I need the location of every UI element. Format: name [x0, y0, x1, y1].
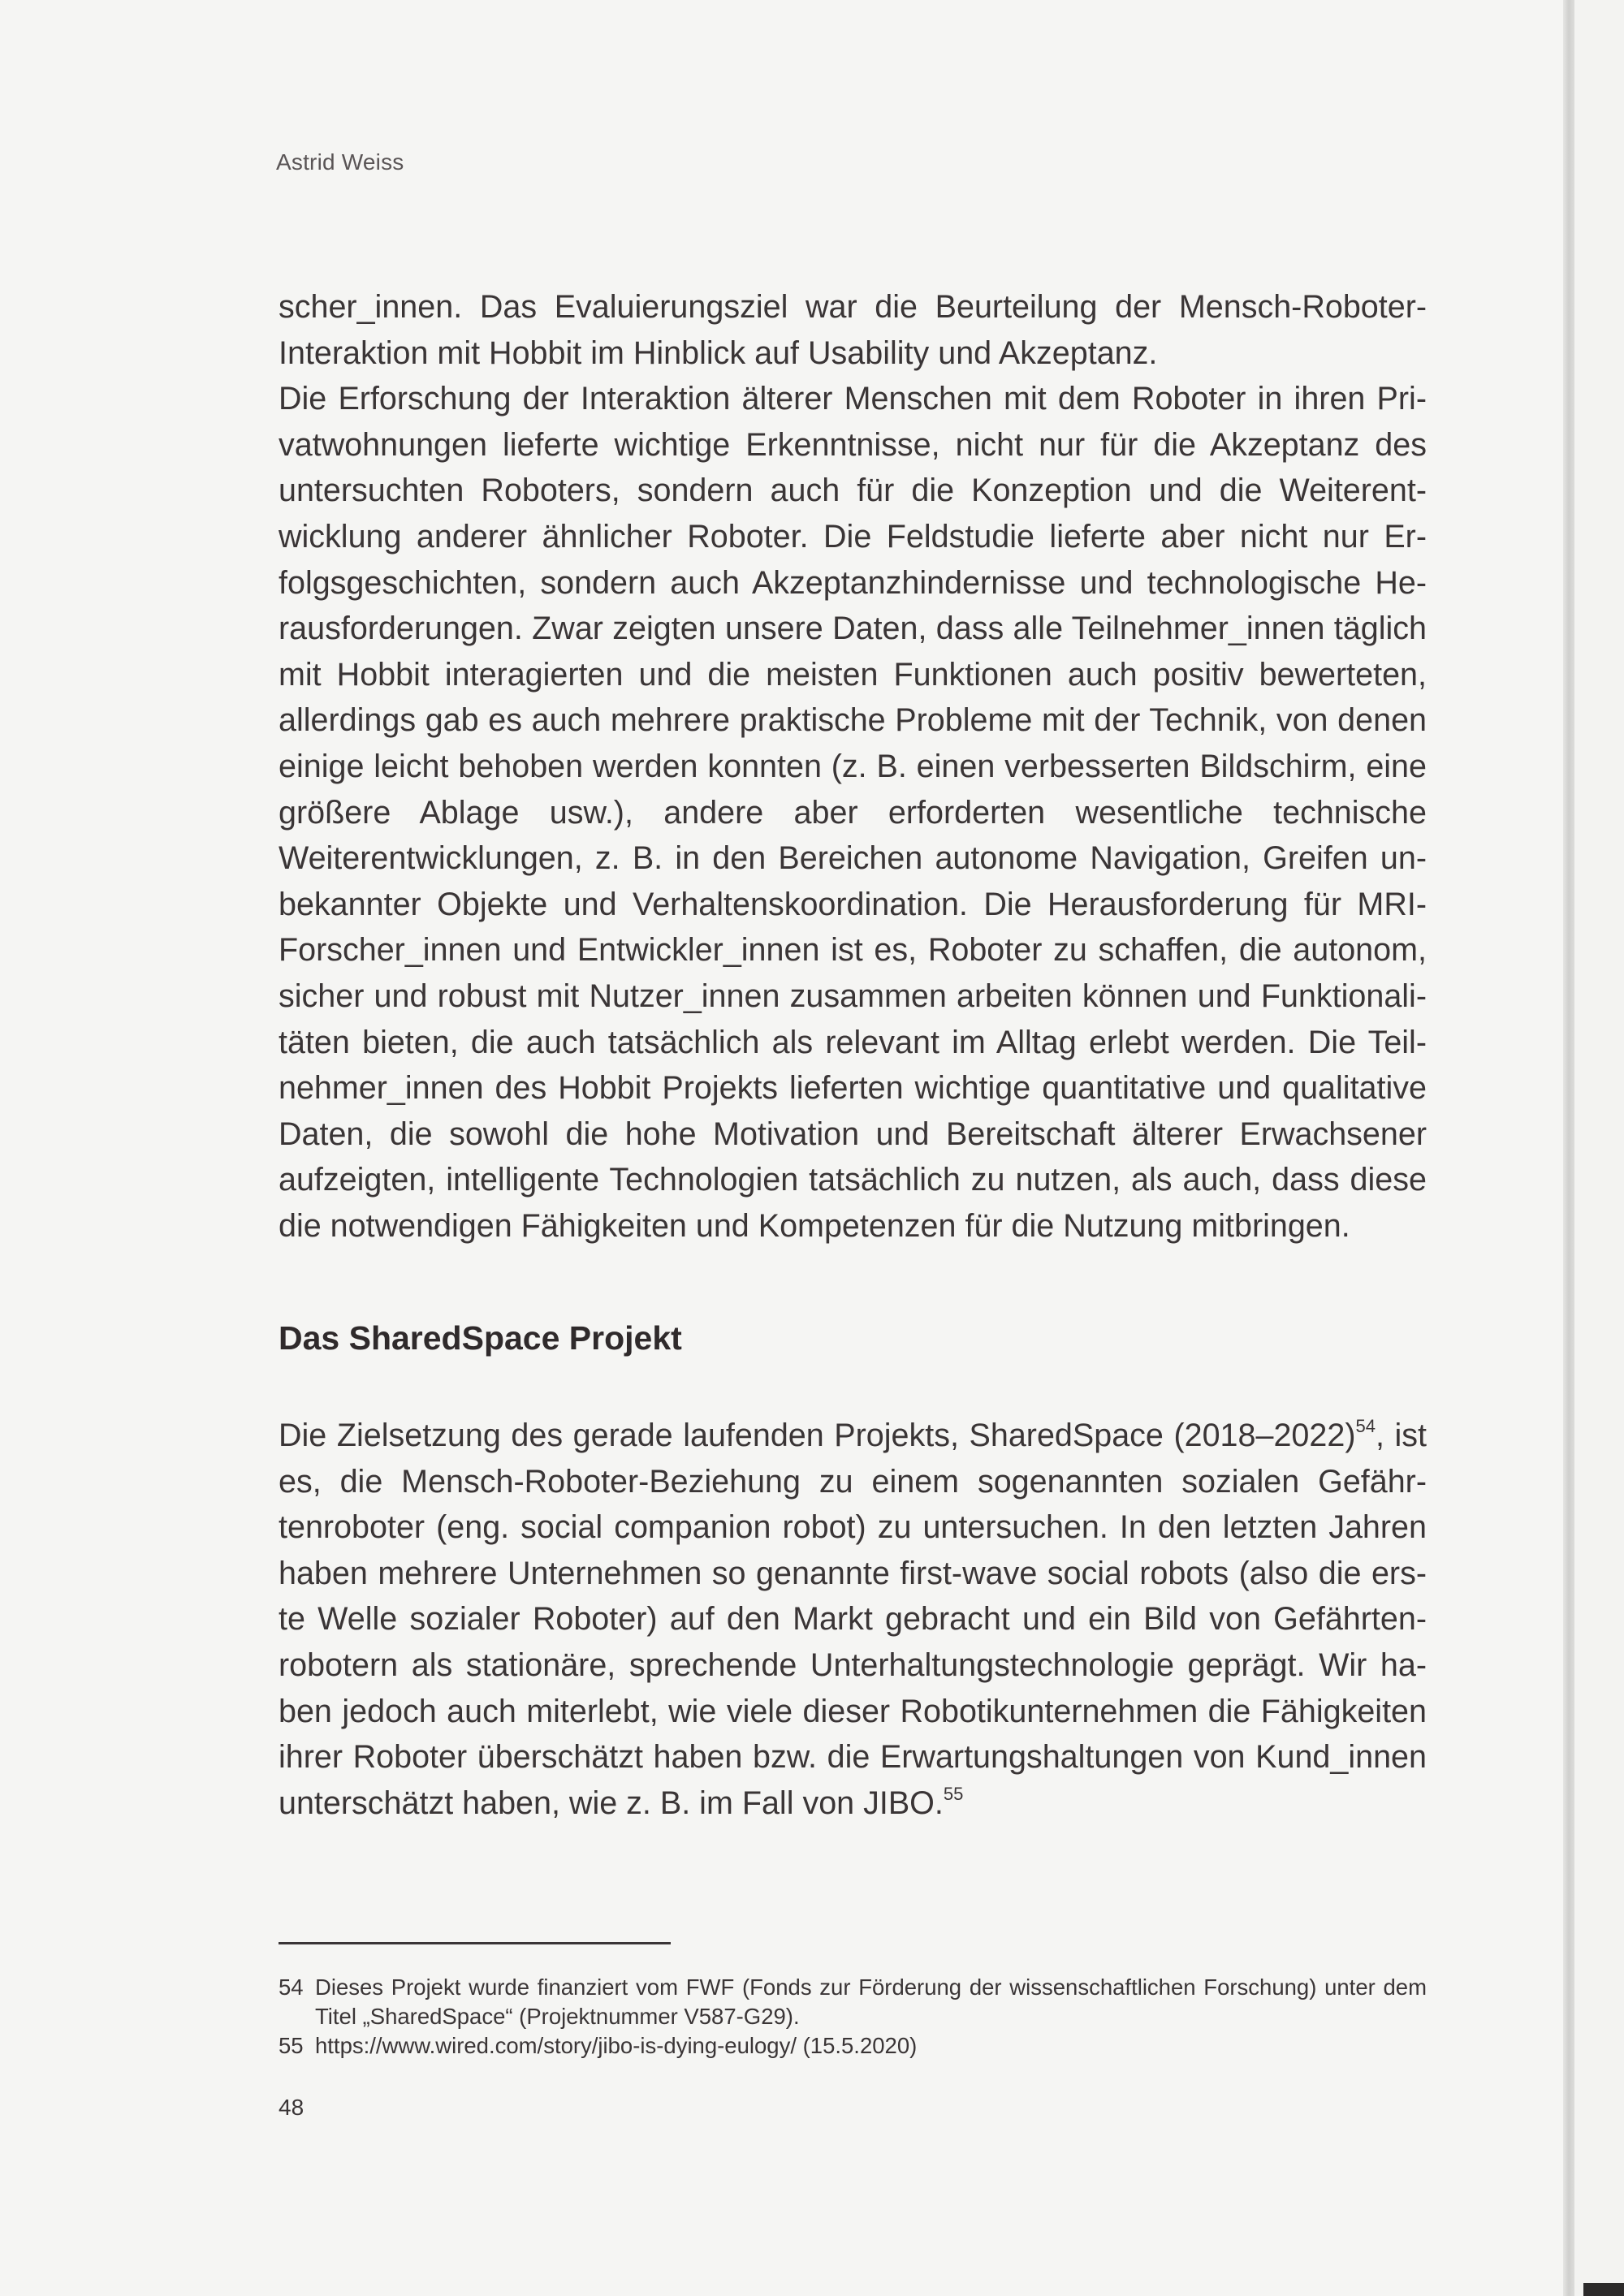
paragraph-sharedspace-intro — [279, 1413, 1427, 1826]
footnote-reference-54[interactable]: 54 — [1355, 1416, 1376, 1436]
footnote-separator — [279, 1942, 671, 1944]
running-head-author: Astrid Weiss — [276, 149, 404, 175]
adjacent-page-edge — [1574, 0, 1624, 2296]
footnote-54 — [279, 1973, 1427, 2031]
footnote-url[interactable]: https://www.wired.com/story/jibo-is-dying-eulogy/ (15.5.2020) — [315, 2033, 918, 2058]
footnote-number: 55 — [279, 2033, 304, 2058]
paragraph-line-block: scher_innen. Das Evaluierungsziel war die Beurteilung der Mensch-Roboter-Interaktion mit Hobbit im Hinblick auf Usability und Akzeptanz. — [279, 289, 1427, 371]
scan-background-corner — [1583, 2283, 1624, 2296]
page-edge-shadow — [1563, 0, 1574, 2296]
section-heading: Das SharedSpace Projekt — [279, 1319, 682, 1357]
paragraph-line-block: Die Erforschung der Interaktion älterer Menschen mit dem Roboter in ihren Privatwohnungen lieferte wichtige Erkenntnisse, nicht nur für die Akzeptanz des untersuchten Roboters, sondern auch für die Konzeption und die Weiterentwicklung anderer ähnlicher Roboter. Die Feldstudie lieferte aber nicht nur Erfolgsgeschichten, sondern auch Akzeptanzhindernisse und technologische Herausforderungen. Zwar zeigten unsere Daten, dass alle Teilnehmer_innen täglich mit Hobbit interagierten und die meisten Funktionen auch positiv bewerteten, allerdings gab es auch mehrere praktische Probleme mit der Technik, von denen einige leicht behoben werden konnten (z. B. einen verbesserten Bildschirm, eine größere Ablage usw.), andere aber erforderten wesentliche technische Weiterentwicklungen, z. B. in den Bereichen autonome Navigation, Greifen unbekannter Objekte und Verhaltenskoordination. Die Herausforderung für MRI-Forscher_innen und Entwickler_innen ist es, Roboter zu schaffen, die autonom, sicher und robust mit Nutzer_innen zusammen arbeiten können und Funktionalitäten bieten, die auch tatsächlich als relevant im Alltag erlebt werden. Die Teilnehmer_innen des Hobbit Projekts lieferten wichtige quantitative und qualitative Daten, die sowohl die hohe Motivation und Bereitschaft älterer Erwachsener aufzeigten, intelligente Technologien tatsächlich zu nutzen, als auch, dass diese die notwendigen Fähigkeiten und Kompetenzen für die Nutzung mitbringen. — [279, 381, 1427, 1244]
paragraph-text-part: Die Zielsetzung des gerade laufenden Projekts, SharedSpace (2018–2022) — [279, 1418, 1356, 1453]
footnote-text: Dieses Projekt wurde finanziert vom FWF (Fonds zur Förderung der wissenschaftlichen Forschung) unter dem Titel „SharedSpace“ (Projektnummer V587-G29). — [315, 1974, 1427, 2029]
paragraph-hobbit-conclusion — [279, 284, 1427, 1249]
page-number: 48 — [279, 2095, 304, 2120]
footnote-55 — [279, 2031, 1427, 2061]
paragraph-text-part: , ist es, die Mensch-Roboter-Beziehung zu einem sogenannten sozialen Gefährtenroboter (eng. social companion robot) zu untersuchen. In den letzten Jahren haben mehrere Unternehmen so genannte first-wave social robots (also die erste Welle sozialer Roboter) auf den Markt gebracht und ein Bild von Gefährtenrobotern als stationäre, sprechende Unterhaltungstechnologie geprägt. Wir haben jedoch auch miterlebt, wie viele dieser Robotikunternehmen die Fähigkeiten ihrer Roboter überschätzt haben bzw. die Erwartungshaltungen von Kund_innen unterschätzt haben, wie z. B. im Fall von JIBO. — [279, 1418, 1427, 1821]
paragraph-text — [279, 1413, 1427, 1826]
footnote-reference-55[interactable]: 55 — [943, 1783, 964, 1804]
footnote-number: 54 — [279, 1974, 304, 2000]
footnotes — [279, 1973, 1427, 2061]
